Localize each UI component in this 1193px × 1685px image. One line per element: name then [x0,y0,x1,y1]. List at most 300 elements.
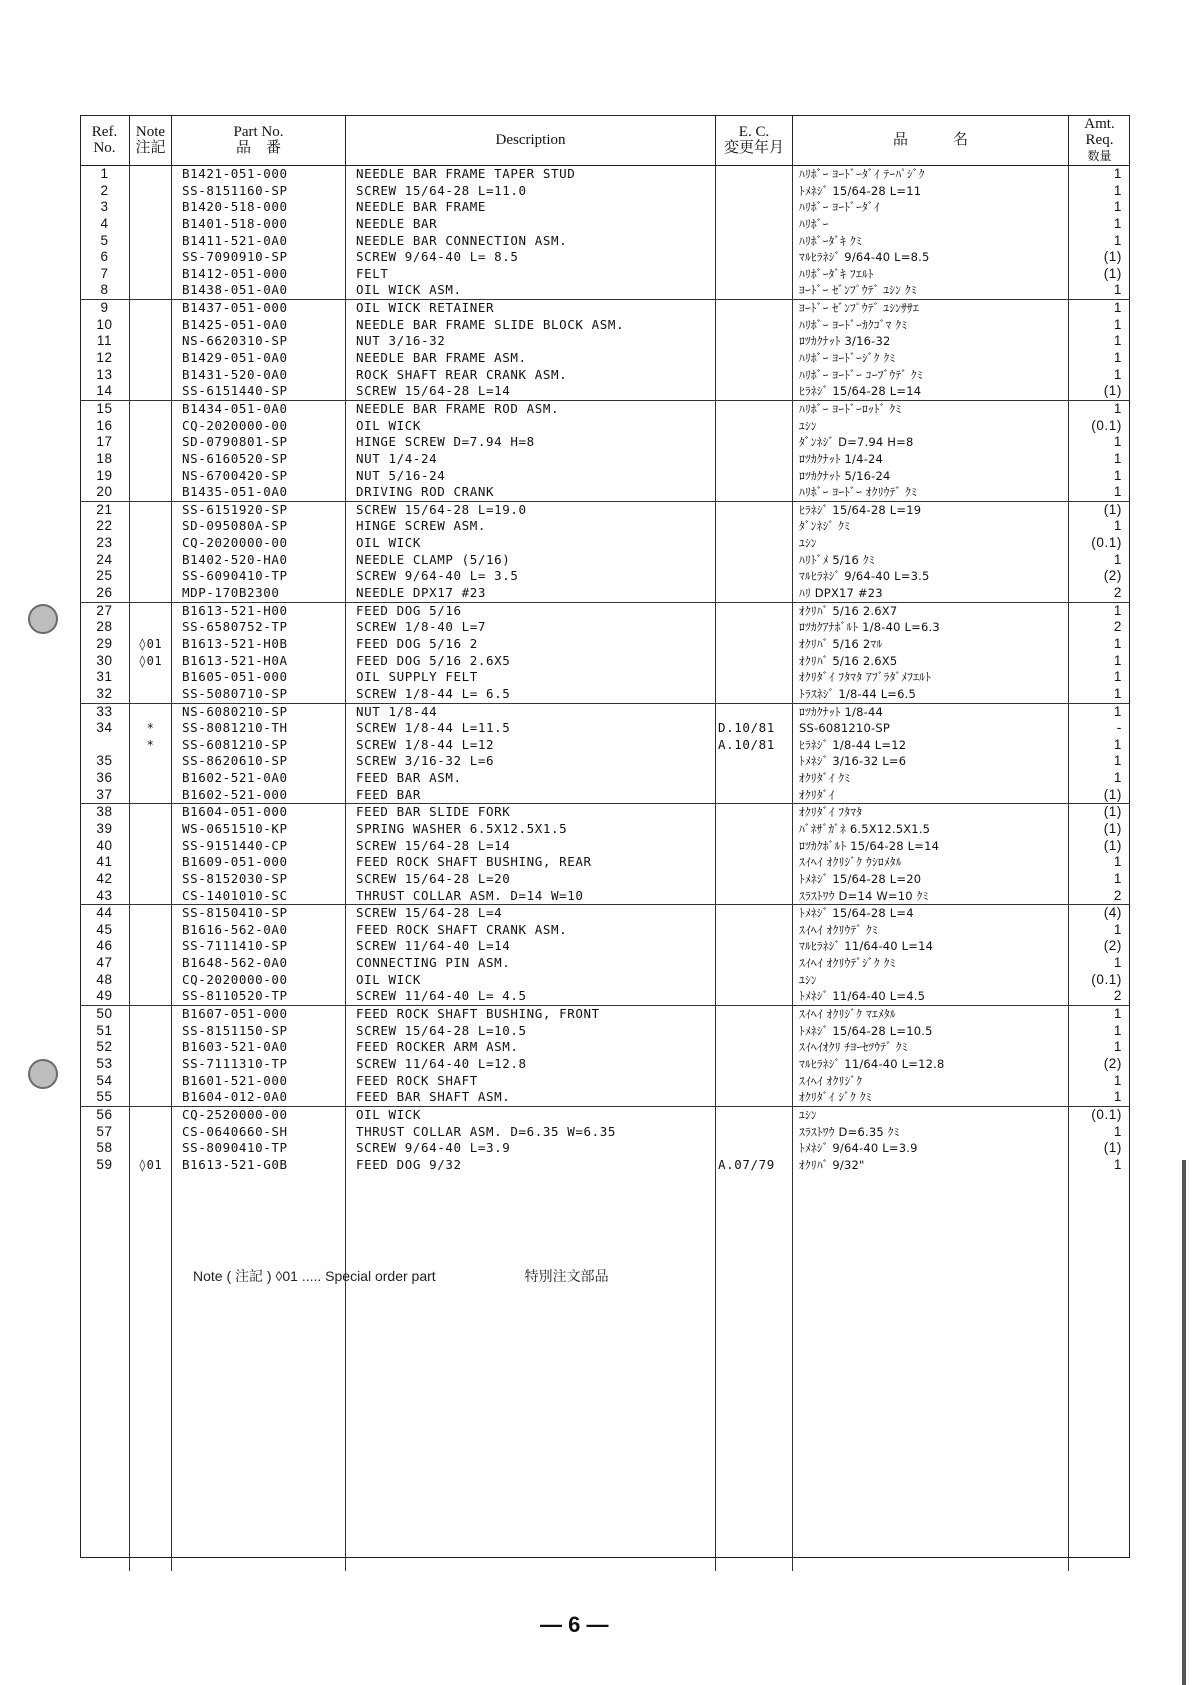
cell-part: B1602-521-000 [172,787,346,804]
cell-amt: 1 [1113,870,1122,886]
cell-part: CQ-2020000-00 [172,535,346,552]
cell-note [130,704,172,721]
cell-note [130,669,172,686]
cell-desc: OIL WICK [346,1107,716,1124]
cell-jp: ﾊﾘﾎﾞｰ ﾖｰﾄﾞｰ ｵｸﾘｳﾃﾞ ｸﾐ [793,484,1069,501]
cell-ref: 38 [80,804,130,821]
cell-ref: 33 [80,704,130,721]
cell-jp: ﾊﾘﾄﾞﾒ 5/16 ｸﾐ [793,552,1069,569]
table-row [80,501,1130,519]
cell-desc: SCREW 9/64-40 L= 3.5 [346,568,716,585]
cell-note: * [130,720,172,737]
cell-desc: SCREW 3/16-32 L=6 [346,753,716,770]
cell-amt: 1 [1113,467,1122,483]
cell-ec [716,972,793,989]
cell-part: B1604-051-000 [172,804,346,821]
cell-amt: 1 [1113,1006,1122,1022]
cell-jp: ｽｲﾍｲｵｸﾘ ﾁﾖｰｾﾂｳﾃﾞ ｸﾐ [793,1039,1069,1056]
cell-jp: ﾄﾒﾈｼﾞ 9/64-40 L=3.9 [793,1140,1069,1157]
cell-ref: 27 [80,603,130,620]
table-row [80,653,1130,670]
cell-desc: FEED BAR SLIDE FORK [346,804,716,821]
cell-part: SS-8110520-TP [172,988,346,1005]
cell-jp: ﾕｼﾝ [793,972,1069,989]
cell-ref: 16 [80,418,130,435]
table-row [80,737,1130,754]
cell-note [130,619,172,636]
cell-note: ◊01 [130,1157,172,1174]
cell-jp: ﾊﾘﾎﾞｰ [793,216,1069,233]
cell-ref: 12 [80,350,130,367]
table-row [80,383,1130,400]
cell-ref: 46 [80,938,130,955]
cell-ec [716,518,793,535]
cell-desc: FEED DOG 5/16 2.6X5 [346,653,716,670]
cell-note [130,568,172,585]
cell-part: B1429-051-0A0 [172,350,346,367]
cell-part: B1613-521-H00 [172,603,346,620]
cell-part: SS-5080710-SP [172,686,346,703]
cell-amt: 1 [1113,350,1122,366]
table-row [80,333,1130,350]
cell-amt: 1 [1113,1156,1122,1172]
cell-part: WS-0651510-KP [172,821,346,838]
cell-note [130,367,172,384]
cell-desc: SCREW 9/64-40 L=3.9 [346,1140,716,1157]
cell-desc: FEED ROCK SHAFT CRANK ASM. [346,922,716,939]
cell-ref: 26 [80,585,130,602]
cell-ec [716,383,793,400]
cell-jp: ﾊﾘﾎﾞｰ ﾖｰﾄﾞｰｼﾞｸ ｸﾐ [793,350,1069,367]
table-row [80,468,1130,485]
cell-jp: ｵｸﾘﾀﾞｲ ﾌﾀﾏﾀ [793,804,1069,821]
cell-jp: ﾊﾘﾎﾞｰ ﾖｰﾄﾞｰｶｸｺﾞﾏ ｸﾐ [793,317,1069,334]
cell-part: SS-9151440-CP [172,838,346,855]
cell-ec [716,1107,793,1124]
cell-ref: 37 [80,787,130,804]
cell-amt: 1 [1113,1022,1122,1038]
table-row [80,770,1130,787]
cell-ec [716,704,793,721]
cell-ec: A.07/79 [716,1157,793,1174]
table-row [80,988,1130,1005]
table-row [80,720,1130,737]
cell-ec [716,568,793,585]
cell-jp: ｵｸﾘﾊﾞ 5/16 2.6X5 [793,653,1069,670]
cell-desc: FEED ROCK SHAFT BUSHING, FRONT [346,1006,716,1023]
cell-ec [716,367,793,384]
cell-note [130,1039,172,1056]
cell-ec [716,888,793,905]
cell-ref: 23 [80,535,130,552]
cell-part: NS-6080210-SP [172,704,346,721]
cell-amt: (0.1) [1091,971,1122,987]
cell-amt: 1 [1113,199,1122,215]
cell-ec [716,249,793,266]
cell-note [130,166,172,183]
cell-ec [716,753,793,770]
cell-jp: ﾄﾒﾈｼﾞ 15/64-28 L=4 [793,905,1069,922]
table-row [80,266,1130,283]
table-row [80,1039,1130,1056]
cell-amt: 2 [1113,619,1122,635]
cell-ec [716,468,793,485]
cell-ec [716,282,793,299]
table-row [80,854,1130,871]
cell-amt: (1) [1103,1140,1122,1156]
cell-amt: 1 [1113,602,1122,618]
cell-note: ◊01 [130,636,172,653]
cell-part: B1609-051-000 [172,854,346,871]
cell-part: B1438-051-0A0 [172,282,346,299]
cell-amt: 1 [1113,1072,1122,1088]
cell-ec [716,183,793,200]
table-row [80,350,1130,367]
cell-part: B1648-562-0A0 [172,955,346,972]
cell-amt: (1) [1103,804,1122,820]
table-row [80,434,1130,451]
cell-amt: (2) [1103,938,1122,954]
cell-ref: 43 [80,888,130,905]
cell-part: SD-0790801-SP [172,434,346,451]
table-row [80,418,1130,435]
cell-jp: ﾛﾂｶｸﾎﾞﾙﾄ 15/64-28 L=14 [793,838,1069,855]
cell-amt: (4) [1103,905,1122,921]
cell-amt: - [1116,720,1122,736]
cell-part: B1401-518-000 [172,216,346,233]
cell-ec [716,1073,793,1090]
cell-ec [716,233,793,250]
cell-jp: ﾊﾘﾎﾞｰ ﾖｰﾄﾞｰﾀﾞｲ ﾃｰﾊﾟｼﾞｸ [793,166,1069,183]
cell-note [130,854,172,871]
cell-ec [716,552,793,569]
cell-note [130,552,172,569]
footnote-label: Note ( 注記 ) ◊01 ..... Special order part [193,1268,436,1284]
header-amount [1069,115,1130,165]
cell-desc: SCREW 15/64-28 L=14 [346,383,716,400]
cell-amt: 1 [1113,652,1122,668]
cell-desc: SCREW 11/64-40 L=12.8 [346,1056,716,1073]
header-jp-name-label: 品 名 [892,132,968,148]
cell-ec [716,988,793,1005]
cell-jp: ﾊﾘﾎﾞｰ ﾖｰﾄﾞｰ ｺｰﾌﾞｳﾃﾞ ｸﾐ [793,367,1069,384]
cell-part: SS-8151150-SP [172,1023,346,1040]
cell-ec [716,636,793,653]
cell-jp: ﾖｰﾄﾞｰ ｾﾞﾝﾌﾟｳﾃﾞ ﾕｼﾝｻｻｴ [793,300,1069,317]
cell-note [130,585,172,602]
cell-part: B1616-562-0A0 [172,922,346,939]
header-note [130,115,172,165]
cell-note [130,753,172,770]
cell-part: SS-7111410-SP [172,938,346,955]
cell-jp: ﾀﾞﾝﾈｼﾞ D=7.94 H=8 [793,434,1069,451]
cell-ec [716,535,793,552]
table-row [80,568,1130,585]
table-row [80,451,1130,468]
cell-desc: NEEDLE DPX17 #23 [346,585,716,602]
table-row [80,922,1130,939]
cell-ec [716,300,793,317]
cell-ref: 31 [80,669,130,686]
cell-part: SS-7090910-SP [172,249,346,266]
cell-ec [716,787,793,804]
cell-part: SD-095080A-SP [172,518,346,535]
cell-part: NS-6620310-SP [172,333,346,350]
cell-part: NS-6160520-SP [172,451,346,468]
table-row [80,400,1130,418]
cell-ec [716,770,793,787]
table-row [80,1005,1130,1023]
cell-amt: (1) [1103,786,1122,802]
cell-ec [716,821,793,838]
table-row [80,1089,1130,1106]
cell-ref: 41 [80,854,130,871]
cell-amt: (2) [1103,1055,1122,1071]
header-note-en: Note [135,124,166,140]
table-row [80,821,1130,838]
header-ec-en: E. C. [738,124,770,140]
binder-hole-top [28,604,58,634]
cell-desc: NEEDLE BAR [346,216,716,233]
table-body [80,166,1130,1173]
table-header [80,115,1130,166]
cell-jp: ﾀﾞﾝﾈｼﾞ ｸﾐ [793,518,1069,535]
cell-note [130,603,172,620]
cell-ref: 2 [80,183,130,200]
cell-part: SS-6580752-TP [172,619,346,636]
cell-amt: 1 [1113,703,1122,719]
cell-ref: 56 [80,1107,130,1124]
cell-jp: ﾋﾗﾈｼﾞ 15/64-28 L=19 [793,502,1069,519]
header-ref-line1: Ref. [91,124,118,140]
cell-part: CQ-2520000-00 [172,1107,346,1124]
cell-ref [80,737,130,754]
cell-ec [716,804,793,821]
table-row [80,282,1130,299]
cell-note [130,249,172,266]
cell-amt: 1 [1113,366,1122,382]
cell-jp: ﾏﾙﾋﾗﾈｼﾞ 9/64-40 L=3.5 [793,568,1069,585]
cell-jp: ﾄﾒﾈｼﾞ 11/64-40 L=4.5 [793,988,1069,1005]
cell-part: B1420-518-000 [172,199,346,216]
cell-note [130,1124,172,1141]
header-part [172,115,346,165]
cell-ec [716,838,793,855]
cell-ref: 52 [80,1039,130,1056]
table-row [80,787,1130,804]
cell-note [130,972,172,989]
cell-ref: 55 [80,1089,130,1106]
header-amt-line2: Req. [1085,132,1114,148]
table-row [80,1106,1130,1124]
cell-ref: 22 [80,518,130,535]
cell-amt: 1 [1113,232,1122,248]
cell-jp: ｽｲﾍｲ ｵｸﾘｳﾃﾞ ｸﾐ [793,922,1069,939]
cell-desc: FEED ROCK SHAFT [346,1073,716,1090]
cell-part: SS-8151160-SP [172,183,346,200]
cell-desc: OIL SUPPLY FELT [346,669,716,686]
cell-amt: 1 [1113,1123,1122,1139]
cell-amt: (1) [1103,249,1122,265]
cell-note [130,383,172,400]
cell-amt: (1) [1103,837,1122,853]
cell-ec [716,1056,793,1073]
cell-note [130,787,172,804]
cell-desc: ROCK SHAFT REAR CRANK ASM. [346,367,716,384]
cell-ec: D.10/81 [716,720,793,737]
header-ref [80,115,130,165]
cell-part: SS-8081210-TH [172,720,346,737]
cell-note: * [130,737,172,754]
cell-part: B1605-051-000 [172,669,346,686]
table-row [80,904,1130,922]
cell-jp: ﾛﾂｶｸﾅｯﾄ 5/16-24 [793,468,1069,485]
cell-part: B1613-521-G0B [172,1157,346,1174]
cell-desc: OIL WICK [346,535,716,552]
cell-desc: SPRING WASHER 6.5X12.5X1.5 [346,821,716,838]
table-row [80,753,1130,770]
cell-ref: 19 [80,468,130,485]
cell-jp: ﾄﾗｽﾈｼﾞ 1/8-44 L=6.5 [793,686,1069,703]
cell-note [130,1006,172,1023]
cell-part: B1402-520-HA0 [172,552,346,569]
cell-ref: 15 [80,401,130,418]
cell-part: CQ-2020000-00 [172,972,346,989]
cell-jp: ｽｲﾍｲ ｵｸﾘｼﾞｸ ﾏｴﾒﾀﾙ [793,1006,1069,1023]
cell-jp: ﾄﾒﾈｼﾞ 15/64-28 L=10.5 [793,1023,1069,1040]
cell-part: B1602-521-0A0 [172,770,346,787]
cell-part: B1431-520-0A0 [172,367,346,384]
cell-amt: 1 [1113,484,1122,500]
table-row [80,518,1130,535]
cell-ec [716,216,793,233]
cell-jp: ﾋﾗﾈｼﾞ 15/64-28 L=14 [793,383,1069,400]
cell-ref: 39 [80,821,130,838]
cell-amt: (1) [1103,265,1122,281]
cell-ec [716,619,793,636]
cell-amt: (0.1) [1091,417,1122,433]
cell-note [130,1073,172,1090]
cell-desc: OIL WICK RETAINER [346,300,716,317]
cell-part: B1604-012-0A0 [172,1089,346,1106]
cell-ref: 54 [80,1073,130,1090]
header-part-jp: 品 番 [235,140,281,156]
table-row [80,216,1130,233]
cell-part: SS-6081210-SP [172,737,346,754]
cell-ref: 50 [80,1006,130,1023]
cell-desc: SCREW 9/64-40 L= 8.5 [346,249,716,266]
cell-part: B1437-051-000 [172,300,346,317]
table-row [80,619,1130,636]
cell-desc: NUT 3/16-32 [346,333,716,350]
cell-ref: 45 [80,922,130,939]
header-ref-line2: No. [93,140,116,156]
header-ec-jp: 変更年月 [723,140,784,156]
cell-ref: 28 [80,619,130,636]
cell-part: SS-8620610-SP [172,753,346,770]
cell-ec [716,451,793,468]
cell-note [130,922,172,939]
table-empty-columns [80,1173,1130,1571]
header-description-label: Description [495,132,566,148]
cell-part: SS-6090410-TP [172,568,346,585]
cell-jp: ﾏﾙﾋﾗﾈｼﾞ 11/64-40 L=14 [793,938,1069,955]
cell-note [130,468,172,485]
cell-jp: ﾕｼﾝ [793,535,1069,552]
cell-part: SS-6151920-SP [172,502,346,519]
cell-amt: 1 [1113,1039,1122,1055]
cell-note [130,502,172,519]
cell-ref: 58 [80,1140,130,1157]
cell-desc: OIL WICK [346,418,716,435]
header-amt-jp: 数量 [1087,149,1112,163]
cell-desc: SCREW 1/8-40 L=7 [346,619,716,636]
cell-ec [716,333,793,350]
cell-part: B1607-051-000 [172,1006,346,1023]
cell-ref: 40 [80,838,130,855]
cell-jp: ﾛﾂｶｸﾅｯﾄ 3/16-32 [793,333,1069,350]
cell-part: B1411-521-0A0 [172,233,346,250]
cell-jp: ﾋﾗﾈｼﾞ 1/8-44 L=12 [793,737,1069,754]
table-row [80,249,1130,266]
cell-amt: 1 [1113,434,1122,450]
cell-jp: ｽｲﾍｲ ｵｸﾘｼﾞｸ ｳｼﾛﾒﾀﾙ [793,854,1069,871]
cell-note [130,183,172,200]
cell-desc: NEEDLE BAR FRAME ROD ASM. [346,401,716,418]
cell-part: CS-1401010-SC [172,888,346,905]
table-row [80,299,1130,317]
cell-ref: 29 [80,636,130,653]
cell-ref: 17 [80,434,130,451]
cell-jp: ｽｲﾍｲ ｵｸﾘｳﾃﾞｼﾞｸ ｸﾐ [793,955,1069,972]
page-edge-shadow [1182,1160,1186,1685]
cell-amt: 1 [1113,635,1122,651]
cell-ec [716,669,793,686]
cell-note: ◊01 [130,653,172,670]
cell-ec [716,199,793,216]
cell-amt: 2 [1113,585,1122,601]
table-row [80,166,1130,183]
cell-ref: 20 [80,484,130,501]
cell-amt: 1 [1113,450,1122,466]
cell-amt: (2) [1103,568,1122,584]
header-jp-name [793,115,1069,165]
cell-note [130,418,172,435]
table-row [80,669,1130,686]
cell-desc: SCREW 1/8-44 L=11.5 [346,720,716,737]
table-row [80,686,1130,703]
cell-desc: NUT 1/8-44 [346,704,716,721]
cell-amt: 1 [1113,736,1122,752]
cell-note [130,282,172,299]
cell-part: B1434-051-0A0 [172,401,346,418]
cell-desc: DRIVING ROD CRANK [346,484,716,501]
cell-ref: 44 [80,905,130,922]
cell-note [130,938,172,955]
cell-jp: ﾏﾙﾋﾗﾈｼﾞ 11/64-40 L=12.8 [793,1056,1069,1073]
cell-note [130,266,172,283]
table-row [80,233,1130,250]
cell-amt: 1 [1113,333,1122,349]
cell-part: B1601-521-000 [172,1073,346,1090]
header-amt-line1: Amt. [1084,116,1115,132]
cell-jp: ﾊﾘﾎﾞｰﾀﾞｷ ﾌｴﾙﾄ [793,266,1069,283]
cell-desc: SCREW 15/64-28 L=4 [346,905,716,922]
cell-jp: ｵｸﾘﾊﾞ 9/32" [793,1157,1069,1174]
cell-amt: 1 [1113,770,1122,786]
table-row [80,803,1130,821]
cell-jp: ﾄﾒﾈｼﾞ 3/16-32 L=6 [793,753,1069,770]
